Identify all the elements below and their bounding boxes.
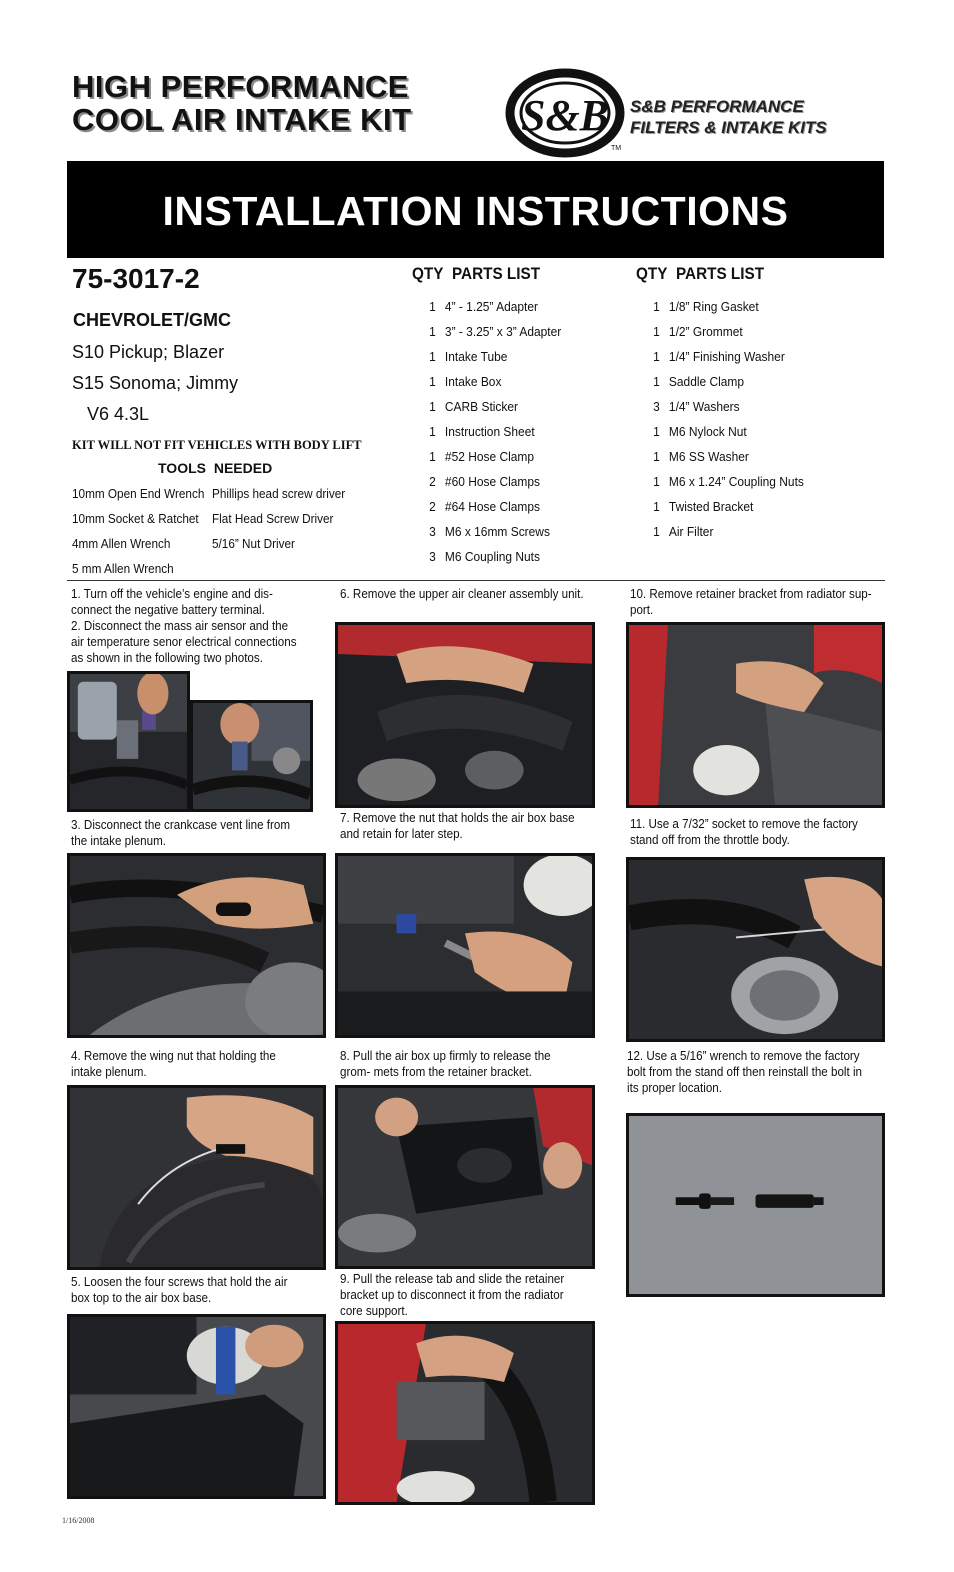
tools-heading: TOOLS NEEDED [158, 460, 273, 476]
part-name: M6 SS Washer [668, 449, 749, 464]
step-8: 8. Pull the air box up firmly to release the grom- mets from the retainer bracket. [340, 1049, 551, 1079]
engine-connector-photo-icon [70, 674, 187, 809]
qty-header: QTY [412, 264, 444, 283]
kit-title [72, 70, 412, 136]
part-name: #52 Hose Clamp [444, 449, 535, 464]
part-qty: 1 [429, 374, 436, 389]
parts-list-heading [636, 264, 764, 284]
retainer-bracket-photo-icon [629, 625, 882, 805]
part-row [645, 324, 804, 349]
logo-monogram: S&B [520, 91, 610, 140]
part-row [645, 424, 804, 449]
part-name: 4” - 1.25” Adapter [444, 299, 538, 314]
release-tab-photo-icon [338, 1324, 592, 1502]
part-row [421, 549, 561, 574]
step-9-photo [335, 1321, 595, 1505]
part-qty: 2 [429, 499, 436, 514]
part-qty: 1 [429, 399, 436, 414]
part-row [421, 524, 561, 549]
part-row [421, 349, 561, 374]
part-qty: 3 [429, 524, 436, 539]
part-row [645, 449, 804, 474]
part-row [645, 474, 804, 499]
part-name: CARB Sticker [444, 399, 519, 414]
part-number: 75-3017-2 [72, 263, 200, 294]
part-name: Instruction Sheet [444, 424, 535, 439]
step-2: 2. Disconnect the mass air sensor and the air temperature senor electrical connections as shown in the following two photos. [71, 619, 297, 665]
throttle-body-photo-icon [629, 860, 882, 1039]
title-banner [67, 161, 884, 258]
step-5: 5. Loosen the four screws that hold the air box top to the air box base. [71, 1275, 288, 1305]
part-name: #64 Hose Clamps [444, 499, 540, 514]
parts-header: PARTS LIST [675, 264, 765, 283]
part-name: M6 Coupling Nuts [444, 549, 540, 564]
part-qty: 1 [653, 324, 660, 339]
part-row [421, 399, 561, 424]
brand-line2: FILTERS & INTAKE KITS [630, 118, 827, 137]
stand-off-bolt-photo-icon [629, 1116, 882, 1294]
document-date: 1/16/2008 [62, 1516, 95, 1525]
part-name: 1/4” Finishing Washer [668, 349, 785, 364]
part-row [645, 299, 804, 324]
part-qty: 1 [653, 499, 660, 514]
vehicle-make: CHEVROLET/GMC [73, 310, 232, 330]
step-10: 10. Remove retainer bracket from radiator sup- port. [630, 587, 872, 617]
step-7-photo [335, 853, 595, 1038]
tool-item: Phillips head screw driver [212, 487, 346, 501]
part-name: 1/2” Grommet [668, 324, 743, 339]
part-name: Intake Tube [444, 349, 508, 364]
tool-item: 5 mm Allen Wrench [72, 562, 174, 576]
parts-list-2 [645, 299, 818, 549]
part-name: 1/8” Ring Gasket [668, 299, 759, 314]
step-8-photo [335, 1085, 595, 1269]
part-name: 1/4” Washers [668, 399, 740, 414]
part-row [645, 374, 804, 399]
part-row [421, 449, 561, 474]
brand-text [630, 96, 827, 138]
vehicle-model: S15 Sonoma; Jimmy [72, 373, 239, 393]
part-name: 3” - 3.25” x 3” Adapter [444, 324, 562, 339]
tool-item: 10mm Open End Wrench [72, 487, 205, 501]
qty-header: QTY [636, 264, 668, 283]
tool-item: 10mm Socket & Ratchet [72, 512, 199, 526]
step-4: 4. Remove the wing nut that holding the intake plenum. [71, 1049, 276, 1079]
part-qty: 1 [653, 474, 660, 489]
step-10-photo [626, 622, 885, 808]
step-6: 6. Remove the upper air cleaner assembly unit. [340, 587, 584, 601]
part-name: Air Filter [668, 524, 714, 539]
part-qty: 1 [653, 524, 660, 539]
part-row [645, 499, 804, 524]
kit-title-line2: COOL AIR INTAKE KIT [72, 102, 412, 137]
part-row [421, 374, 561, 399]
part-row [421, 299, 561, 324]
step-11: 11. Use a 7/32” socket to remove the factory stand off from the throttle body. [630, 817, 858, 847]
part-name: #60 Hose Clamps [444, 474, 540, 489]
part-qty: 1 [653, 374, 660, 389]
part-row [421, 324, 561, 349]
part-qty: 3 [429, 549, 436, 564]
step-2-photo-a [67, 671, 190, 812]
part-name: Intake Box [444, 374, 502, 389]
tool-item: 4mm Allen Wrench [72, 537, 171, 551]
part-qty: 1 [429, 324, 436, 339]
part-qty: 2 [429, 474, 436, 489]
parts-header: PARTS LIST [451, 264, 541, 283]
vehicle-model: S10 Pickup; Blazer [72, 342, 225, 362]
part-qty: 1 [653, 449, 660, 464]
vehicle-engine: V6 4.3L [87, 404, 150, 424]
step-5-photo [67, 1314, 326, 1499]
step-12-photo [626, 1113, 885, 1297]
part-row [645, 399, 804, 424]
step-3: 3. Disconnect the crankcase vent line from the intake plenum. [71, 818, 291, 848]
part-name: M6 Nylock Nut [668, 424, 747, 439]
part-row [645, 349, 804, 374]
part-qty: 1 [429, 349, 436, 364]
step-11-photo [626, 857, 885, 1042]
part-row [645, 524, 804, 549]
step-9: 9. Pull the release tab and slide the retainer bracket up to disconnect it from the radiator core support. [340, 1272, 565, 1318]
part-name: M6 x 16mm Screws [444, 524, 550, 539]
parts-list-heading [412, 264, 540, 284]
part-qty: 1 [429, 299, 436, 314]
air-box-lift-photo-icon [338, 1088, 592, 1266]
wing-nut-photo-icon [70, 1088, 323, 1267]
fitment-warning: KIT WILL NOT FIT VEHICLES WITH BODY LIFT [72, 438, 362, 452]
step-12: 12. Use a 5/16” wrench to remove the factory bolt from the stand off then reinstall the bolt in its proper location. [627, 1049, 863, 1095]
step-6-photo [335, 622, 595, 808]
tool-item: Flat Head Screw Driver [212, 512, 334, 526]
upper-air-cleaner-photo-icon [338, 625, 592, 805]
part-qty: 1 [653, 424, 660, 439]
step-2-photo-b [190, 700, 313, 812]
air-box-screws-photo-icon [70, 1317, 323, 1496]
part-name: M6 x 1.24” Coupling Nuts [668, 474, 804, 489]
engine-sensor-photo-icon [193, 703, 310, 809]
logo-tm: TM [611, 145, 622, 152]
part-row [421, 474, 561, 499]
part-name: Twisted Bracket [668, 499, 754, 514]
step-1: 1. Turn off the vehicle’s engine and dis- connect the negative battery terminal. [71, 587, 273, 617]
banner-title: INSTALLATION INSTRUCTIONS [162, 188, 789, 234]
section-divider [67, 580, 885, 581]
part-qty: 1 [653, 349, 660, 364]
part-qty: 1 [429, 424, 436, 439]
part-row [421, 424, 561, 449]
step-4-photo [67, 1085, 326, 1270]
part-name: Saddle Clamp [668, 374, 745, 389]
air-box-base-nut-photo-icon [338, 856, 592, 1035]
part-qty: 3 [653, 399, 660, 414]
part-qty: 1 [653, 299, 660, 314]
brand-line1: S&B PERFORMANCE [630, 97, 804, 116]
step-3-photo [67, 853, 326, 1038]
part-qty: 1 [429, 449, 436, 464]
part-row [421, 499, 561, 524]
tool-item: 5/16” Nut Driver [212, 537, 295, 551]
kit-title-line1: HIGH PERFORMANCE [72, 69, 409, 104]
crankcase-vent-photo-icon [70, 856, 323, 1035]
parts-list-1 [421, 299, 573, 574]
step-7: 7. Remove the nut that holds the air box base and retain for later step. [340, 811, 575, 841]
